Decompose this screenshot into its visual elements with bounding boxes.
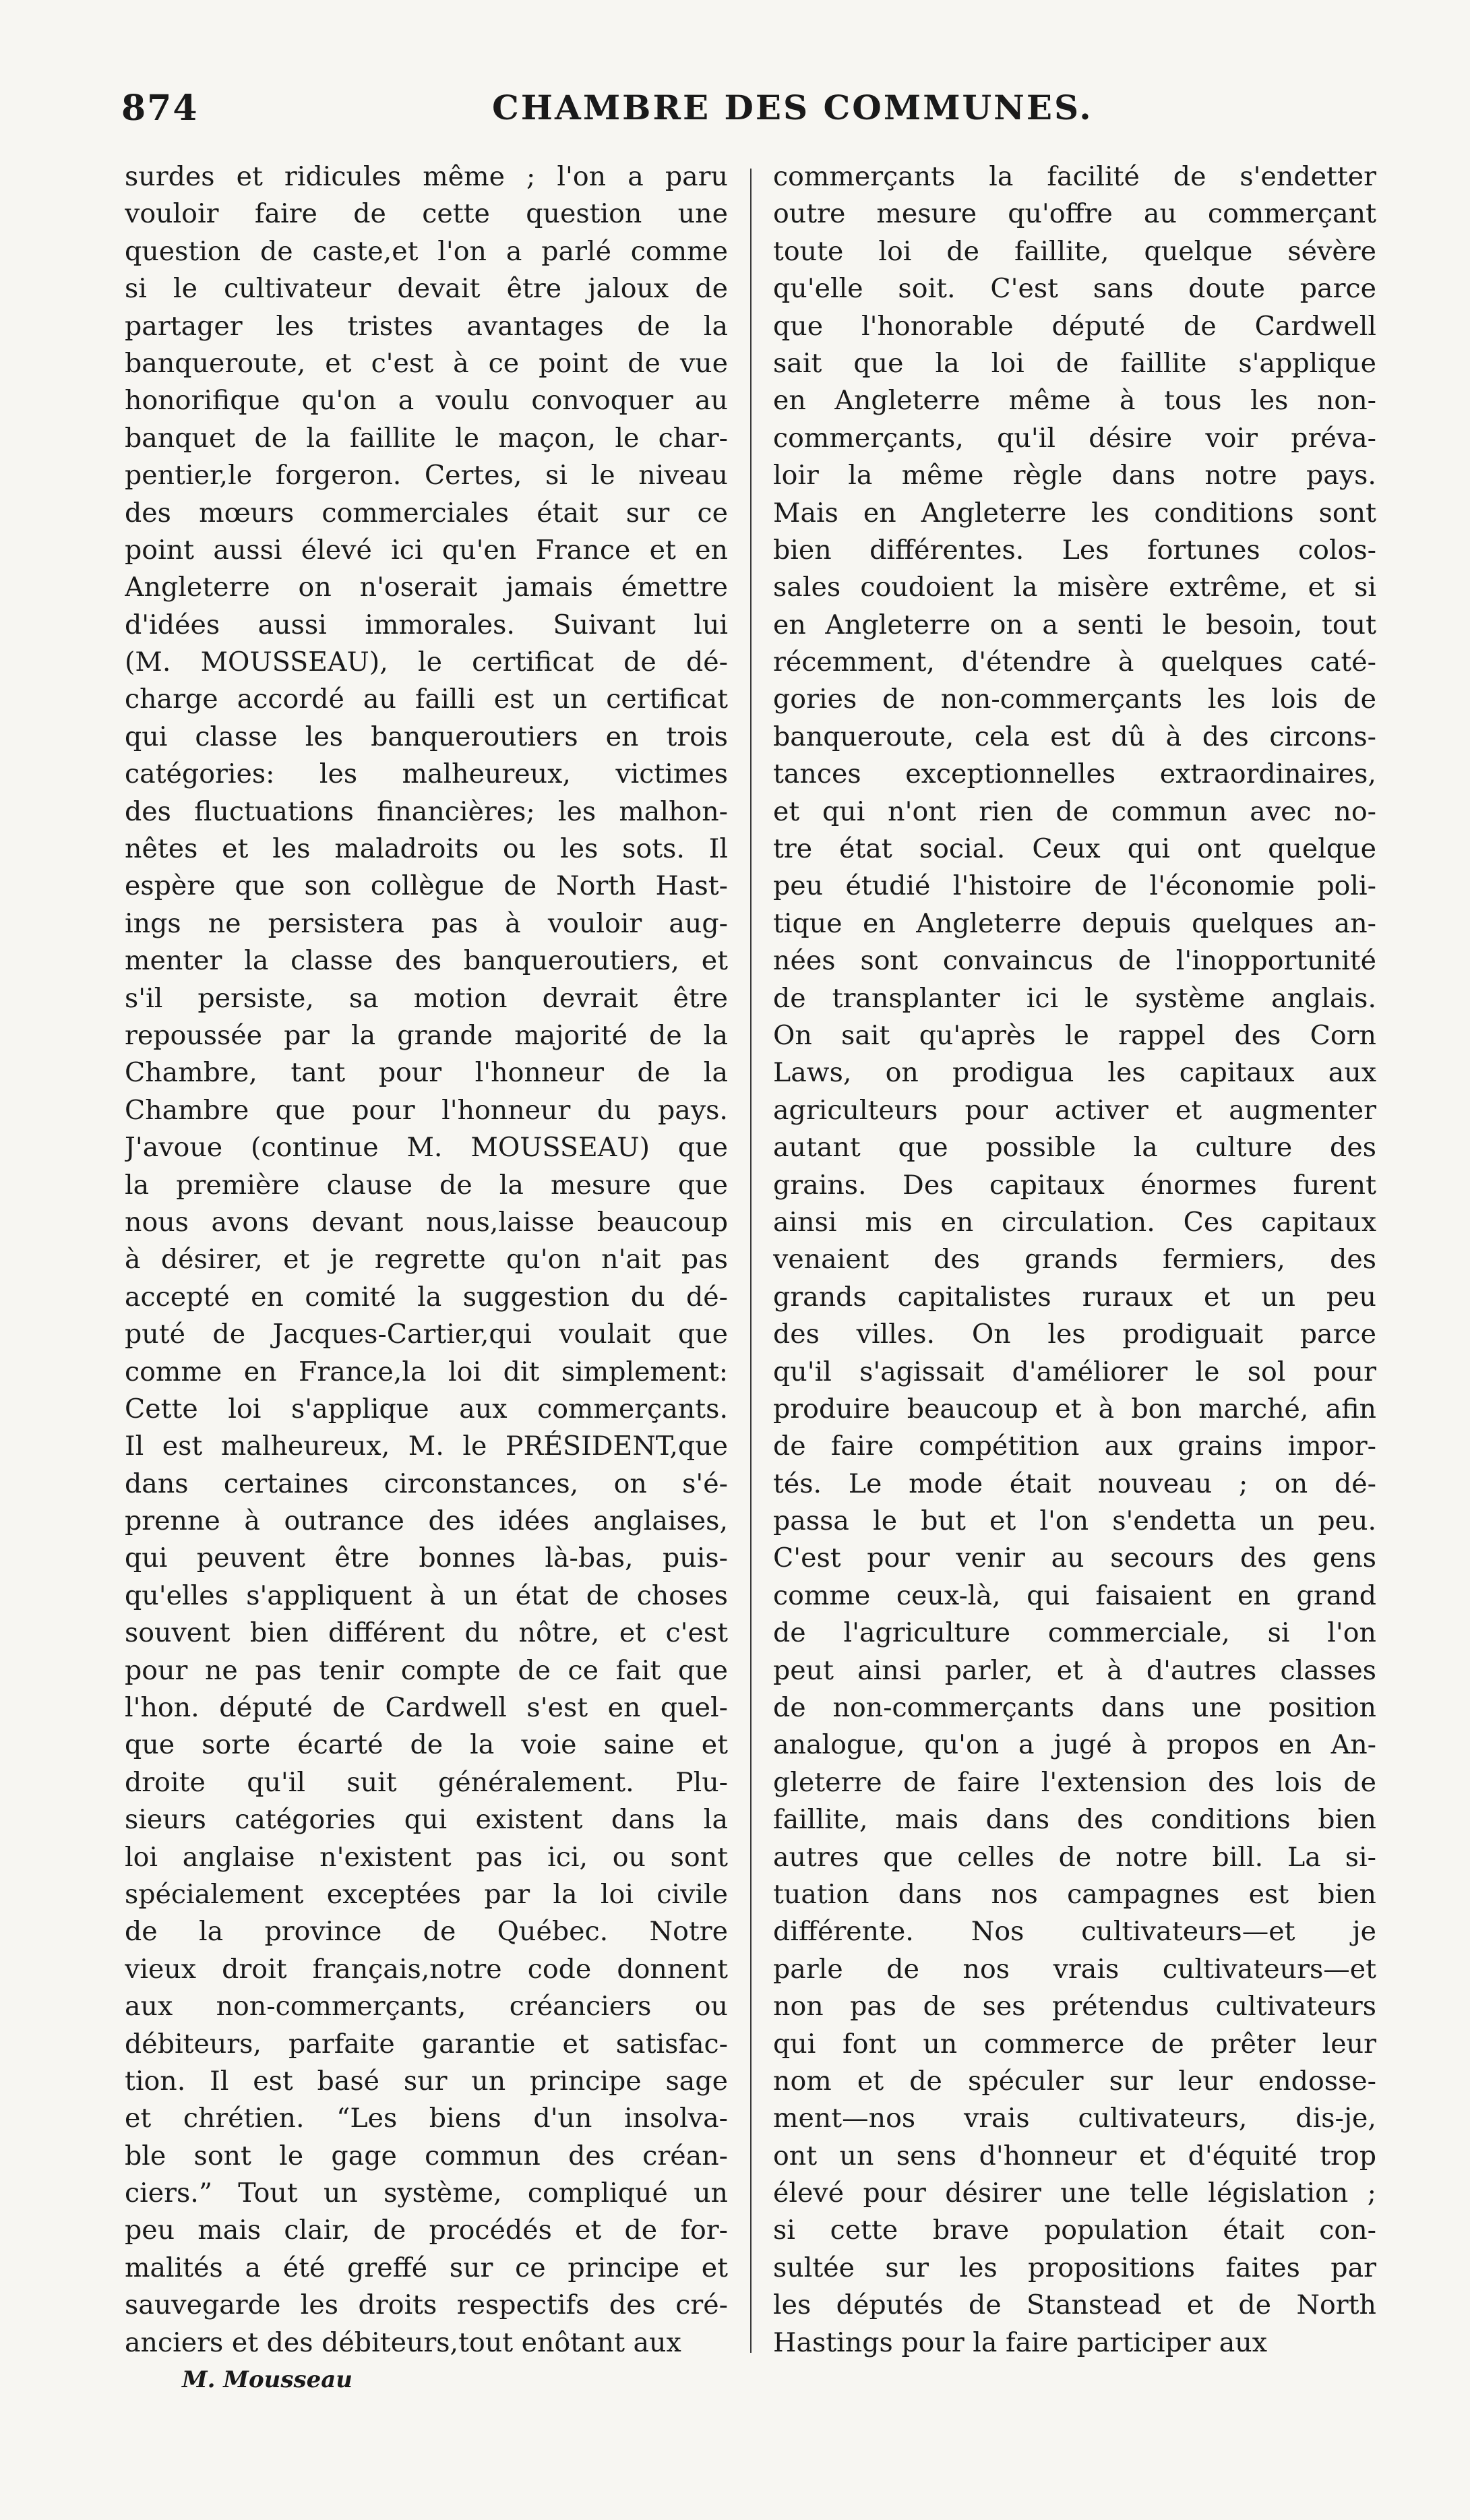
text-line: peut ainsi parler, et à d'autres classes [773,1654,1376,1686]
text-line: des villes. On les prodiguait parce [773,1319,1376,1350]
text-line: vouloir faire de cette question une [125,198,728,230]
text-line: toute loi de faillite, quelque sévère [773,235,1376,267]
text-line: ings ne persistera pas à vouloir aug- [125,907,728,939]
text-line: de la province de Québec. Notre [125,1916,728,1948]
text-line: de transplanter ici le système anglais. [773,982,1376,1014]
text-line: spécialement exceptées par la loi civile [125,1878,728,1910]
text-line: nous avons devant nous,laisse beaucoup [125,1206,728,1238]
text-line: et qui n'ont rien de commun avec no- [773,796,1376,827]
text-line: en Angleterre même à tous les non- [773,385,1376,417]
text-line: en Angleterre on a senti le besoin, tout [773,609,1376,640]
text-line: produire beaucoup et à bon marché, afin [773,1393,1376,1424]
text-line: Angleterre on n'oserait jamais émettre [125,572,728,603]
text-line: pentier,le forgeron. Certes, si le niveau [125,460,728,491]
text-line: loir la même règle dans notre pays. [773,460,1376,491]
text-line: tion. Il est basé sur un principe sage [125,2065,728,2097]
text-line: prenne à outrance des idées anglaises, [125,1505,728,1537]
text-line: Laws, on prodigua les capitaux aux [773,1057,1376,1089]
text-line: Chambre, tant pour l'honneur de la [125,1057,728,1089]
text-line: tuation dans nos campagnes est bien [773,1878,1376,1910]
text-line: passa le but et l'on s'endetta un peu. [773,1505,1376,1537]
text-line: nom et de spéculer sur leur endosse- [773,2065,1376,2097]
text-line: sieurs catégories qui existent dans la [125,1804,728,1836]
text-line: menter la classe des banqueroutiers, et [125,945,728,977]
text-line: point aussi élevé ici qu'en France et en [125,534,728,566]
text-line: que l'honorable député de Cardwell [773,310,1376,342]
text-line: de non-commerçants dans une position [773,1692,1376,1724]
text-line: grains. Des capitaux énormes furent [773,1169,1376,1201]
text-line: outre mesure qu'offre au commerçant [773,198,1376,230]
text-line: pour ne pas tenir compte de ce fait que [125,1654,728,1686]
text-line: qu'elle soit. C'est sans doute parce [773,273,1376,305]
text-line: commerçants la facilité de s'endetter [773,161,1376,192]
text-line: qui classe les banqueroutiers en trois [125,721,728,752]
text-line: non pas de ses prétendus cultivateurs [773,1991,1376,2022]
text-line: tés. Le mode était nouveau ; on dé- [773,1468,1376,1499]
text-line: peu étudié l'histoire de l'économie poli- [773,870,1376,902]
text-line: bien différentes. Les fortunes colos- [773,534,1376,566]
text-line: tique en Angleterre depuis quelques an- [773,907,1376,939]
text-line: agriculteurs pour activer et augmenter [773,1094,1376,1126]
text-line: On sait qu'après le rappel des Corn [773,1019,1376,1051]
text-line: que sorte écarté de la voie saine et [125,1729,728,1761]
text-line: (M. MOUSSEAU), le certificat de dé- [125,647,728,678]
text-line: débiteurs, parfaite garantie et satisfac- [125,2028,728,2060]
text-line: ainsi mis en circulation. Ces capitaux [773,1206,1376,1238]
text-line: C'est pour venir au secours des gens [773,1542,1376,1574]
text-line: Hastings pour la faire participer aux [773,2327,1267,2358]
text-line: et chrétien. “Les biens d'un insolva- [125,2103,728,2134]
text-line: aux non-commerçants, créanciers ou [125,1991,728,2022]
text-line: parle de nos vrais cultivateurs—et [773,1953,1376,1985]
text-line: repoussée par la grande majorité de la [125,1019,728,1051]
text-line: tances exceptionnelles extraordinaires, [773,758,1376,790]
text-line: surdes et ridicules même ; l'on a paru [125,161,728,192]
text-line: anciers et des débiteurs,tout enôtant aux [125,2327,681,2358]
text-line: si cette brave population était con- [773,2215,1376,2246]
text-line: qu'elles s'appliquent à un état de choses [125,1580,728,1611]
text-line: catégories: les malheureux, victimes [125,758,728,790]
text-line: à désirer, et je regrette qu'on n'ait pas [125,1244,728,1276]
text-line: puté de Jacques-Cartier,qui voulait que [125,1319,728,1350]
text-line: qui peuvent être bonnes là-bas, puis- [125,1542,728,1574]
text-line: honorifique qu'on a voulu convoquer au [125,385,728,417]
text-line: d'idées aussi immorales. Suivant lui [125,609,728,640]
text-line: sauvegarde les droits respectifs des cré- [125,2289,728,2321]
text-line: gleterre de faire l'extension des lois de [773,1766,1376,1798]
text-line: tre état social. Ceux qui ont quelque [773,833,1376,865]
text-line: qui font un commerce de prêter leur [773,2028,1376,2060]
text-line: loi anglaise n'existent pas ici, ou sont [125,1841,728,1873]
text-line: gories de non-commerçants les lois de [773,684,1376,715]
text-line: autant que possible la culture des [773,1132,1376,1164]
text-line: banqueroute, cela est dû à des circons- [773,721,1376,752]
text-line: ble sont le gage commun des créan- [125,2140,728,2171]
right-column [773,158,1376,2362]
text-line: sait que la loi de faillite s'applique [773,347,1376,379]
text-line: accepté en comité la suggestion du dé- [125,1281,728,1313]
text-line: ont un sens d'honneur et d'équité trop [773,2140,1376,2171]
text-line: question de caste,et l'on a parlé comme [125,235,728,267]
text-line: souvent bien différent du nôtre, et c'est [125,1617,728,1649]
text-line: de l'agriculture commerciale, si l'on [773,1617,1376,1649]
text-line: analogue, qu'on a jugé à propos en An- [773,1729,1376,1761]
text-line: venaient des grands fermiers, des [773,1244,1376,1276]
text-line: banqueroute, et c'est à ce point de vue [125,347,728,379]
text-line: qu'il s'agissait d'améliorer le sol pour [773,1356,1376,1387]
text-line: commerçants, qu'il désire voir préva- [773,422,1376,454]
text-line: peu mais clair, de procédés et de for- [125,2215,728,2246]
text-line: des mœurs commerciales était sur ce [125,497,728,529]
text-line: charge accordé au failli est un certificat [125,684,728,715]
text-line: dans certaines circonstances, on s'é- [125,1468,728,1499]
text-line: l'hon. député de Cardwell s'est en quel- [125,1692,728,1724]
text-line: Cette loi s'applique aux commerçants. [125,1393,728,1424]
page-number: 874 [121,88,199,129]
running-title: CHAMBRE DES COMMUNES. [492,88,1093,127]
text-line: malités a été greffé sur ce principe et [125,2252,728,2283]
text-line: différente. Nos cultivateurs—et je [773,1916,1376,1948]
text-line: des fluctuations financières; les malhon- [125,796,728,827]
text-line: grands capitalistes ruraux et un peu [773,1281,1376,1313]
text-line: sales coudoient la misère extrême, et si [773,572,1376,603]
text-line: sultée sur les propositions faites par [773,2252,1376,2283]
left-column [125,158,728,2362]
text-line: élevé pour désirer une telle législation ; [773,2178,1376,2209]
speaker-marginal-note: M. Mousseau [182,2366,353,2393]
column-divider [750,169,752,2353]
text-line: la première clause de la mesure que [125,1169,728,1201]
text-line: Il est malheureux, M. le PRÉSIDENT,que [125,1431,728,1462]
text-line: les députés de Stanstead et de North [773,2289,1376,2321]
text-line: comme ceux-là, qui faisaient en grand [773,1580,1376,1611]
text-line: de faire compétition aux grains impor- [773,1431,1376,1462]
text-line: Chambre que pour l'honneur du pays. [125,1094,728,1126]
text-line: autres que celles de notre bill. La si- [773,1841,1376,1873]
page-header [115,88,1395,142]
text-line: nêtes et les maladroits ou les sots. Il [125,833,728,865]
text-line: faillite, mais dans des conditions bien [773,1804,1376,1836]
text-line: nées sont convaincus de l'inopportunité [773,945,1376,977]
text-line: comme en France,la loi dit simplement: [125,1356,728,1387]
text-line: J'avoue (continue M. MOUSSEAU) que [125,1132,728,1164]
text-line: droite qu'il suit généralement. Plu- [125,1766,728,1798]
text-line: banquet de la faillite le maçon, le char- [125,422,728,454]
text-line: vieux droit français,notre code donnent [125,1953,728,1985]
text-line: partager les tristes avantages de la [125,310,728,342]
text-line: espère que son collègue de North Hast- [125,870,728,902]
text-line: ciers.” Tout un système, compliqué un [125,2178,728,2209]
text-line: récemment, d'étendre à quelques caté- [773,647,1376,678]
text-line: si le cultivateur devait être jaloux de [125,273,728,305]
text-line: Mais en Angleterre les conditions sont [773,497,1376,529]
text-line: s'il persiste, sa motion devrait être [125,982,728,1014]
text-line: ment—nos vrais cultivateurs, dis-je, [773,2103,1376,2134]
